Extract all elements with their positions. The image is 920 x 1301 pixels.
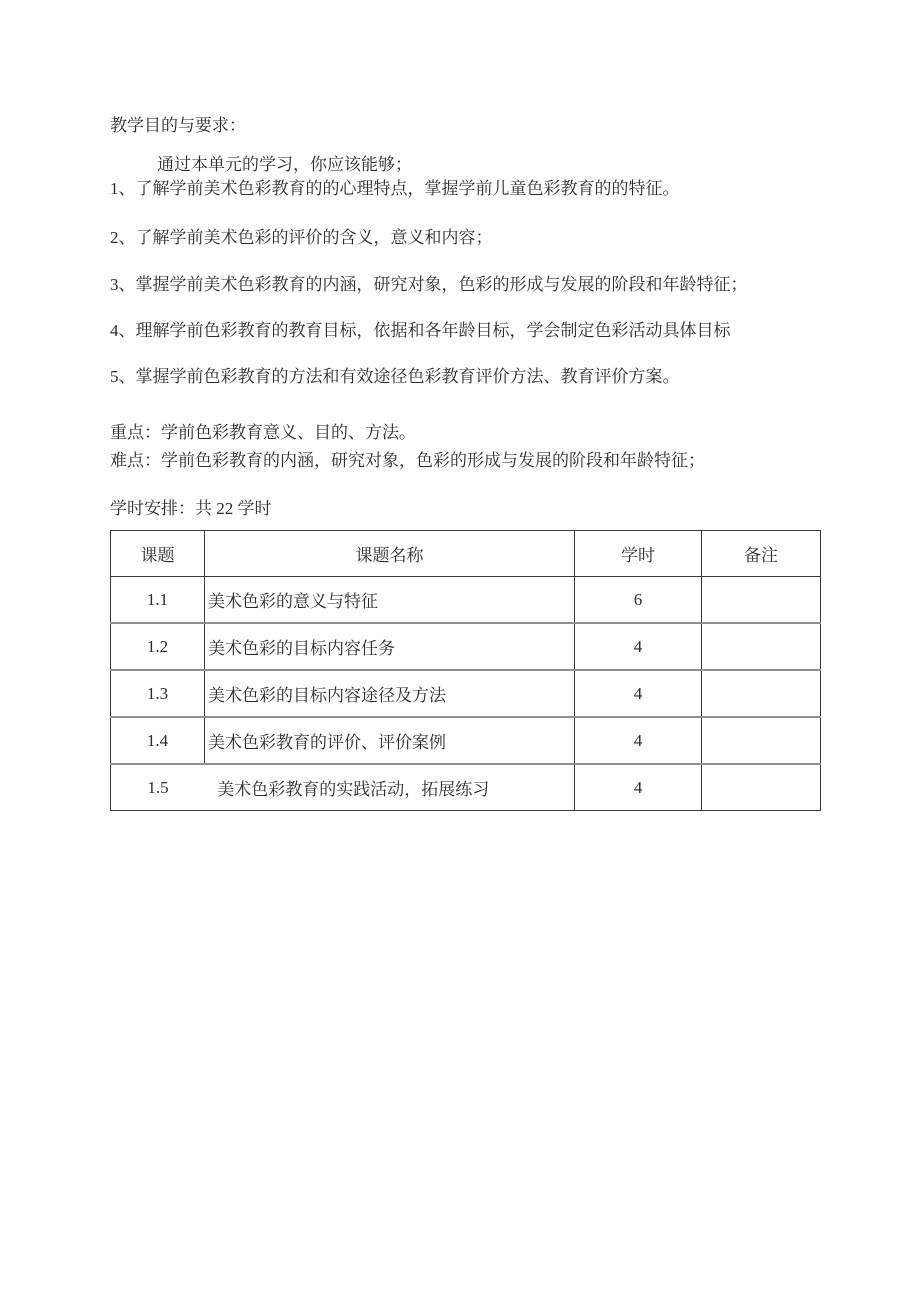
col-header-hours: 学时: [575, 531, 702, 577]
topic-number: 1.4: [111, 717, 205, 764]
col-header-topic-name: 课题名称: [205, 531, 575, 577]
topic-number: 1.2: [111, 623, 205, 670]
topic-note: [702, 717, 821, 764]
topic-name: 美术色彩的目标内容任务: [205, 623, 575, 670]
schedule-table: [110, 530, 821, 811]
topic-number: 1.5: [147, 777, 169, 797]
table-row: [111, 717, 821, 764]
topic-number: 1.3: [111, 670, 205, 717]
topic-hours: 6: [575, 577, 702, 624]
col-header-topic: 课题: [111, 531, 205, 577]
topic-number: 1.1: [111, 577, 205, 624]
objective-item-4: 4、理解学前色彩教育的教育目标，依据和各年龄目标，学会制定色彩活动具体目标: [110, 321, 731, 340]
table-row: [111, 764, 821, 811]
schedule-summary-line: 学时安排：共 22 学时: [110, 499, 272, 518]
table-header-row: [111, 531, 821, 577]
topic-hours: 4: [575, 623, 702, 670]
table-row: [111, 577, 821, 624]
table-row: [111, 623, 821, 670]
col-header-notes: 备注: [702, 531, 821, 577]
topic-note: [702, 764, 821, 811]
topic-merged-cell: [111, 764, 575, 811]
intro-line: 通过本单元的学习，你应该能够；: [157, 155, 412, 174]
topic-hours: 4: [575, 717, 702, 764]
objective-item-2: 2、了解学前美术色彩的评价的含义，意义和内容；: [110, 228, 493, 247]
difficulties-line: 难点：学前色彩教育的内涵，研究对象，色彩的形成与发展的阶段和年龄特征；: [110, 451, 705, 470]
objective-item-3: 3、掌握学前美术色彩教育的内涵，研究对象，色彩的形成与发展的阶段和年龄特征；: [110, 275, 748, 294]
key-points-line: 重点：学前色彩教育意义、目的、方法。: [110, 423, 416, 442]
topic-hours: 4: [575, 670, 702, 717]
table-row: [111, 670, 821, 717]
topic-hours: 4: [575, 764, 702, 811]
objective-item-5: 5、掌握学前色彩教育的方法和有效途径色彩教育评价方法、教育评价方案。: [110, 367, 680, 386]
section-heading-objectives: 教学目的与要求：: [110, 116, 246, 135]
topic-note: [702, 623, 821, 670]
topic-note: [702, 670, 821, 717]
document-content: [110, 114, 822, 811]
topic-name: 美术色彩教育的评价、评价案例: [205, 717, 575, 764]
topic-name: 美术色彩的目标内容途径及方法: [205, 670, 575, 717]
objective-item-1: 1、了解学前美术色彩教育的的心理特点，掌握学前儿童色彩教育的的特征。: [110, 179, 680, 198]
topic-note: [702, 577, 821, 624]
topic-name: 美术色彩教育的实践活动，拓展练习: [217, 780, 490, 799]
topic-name: 美术色彩的意义与特征: [205, 577, 575, 624]
